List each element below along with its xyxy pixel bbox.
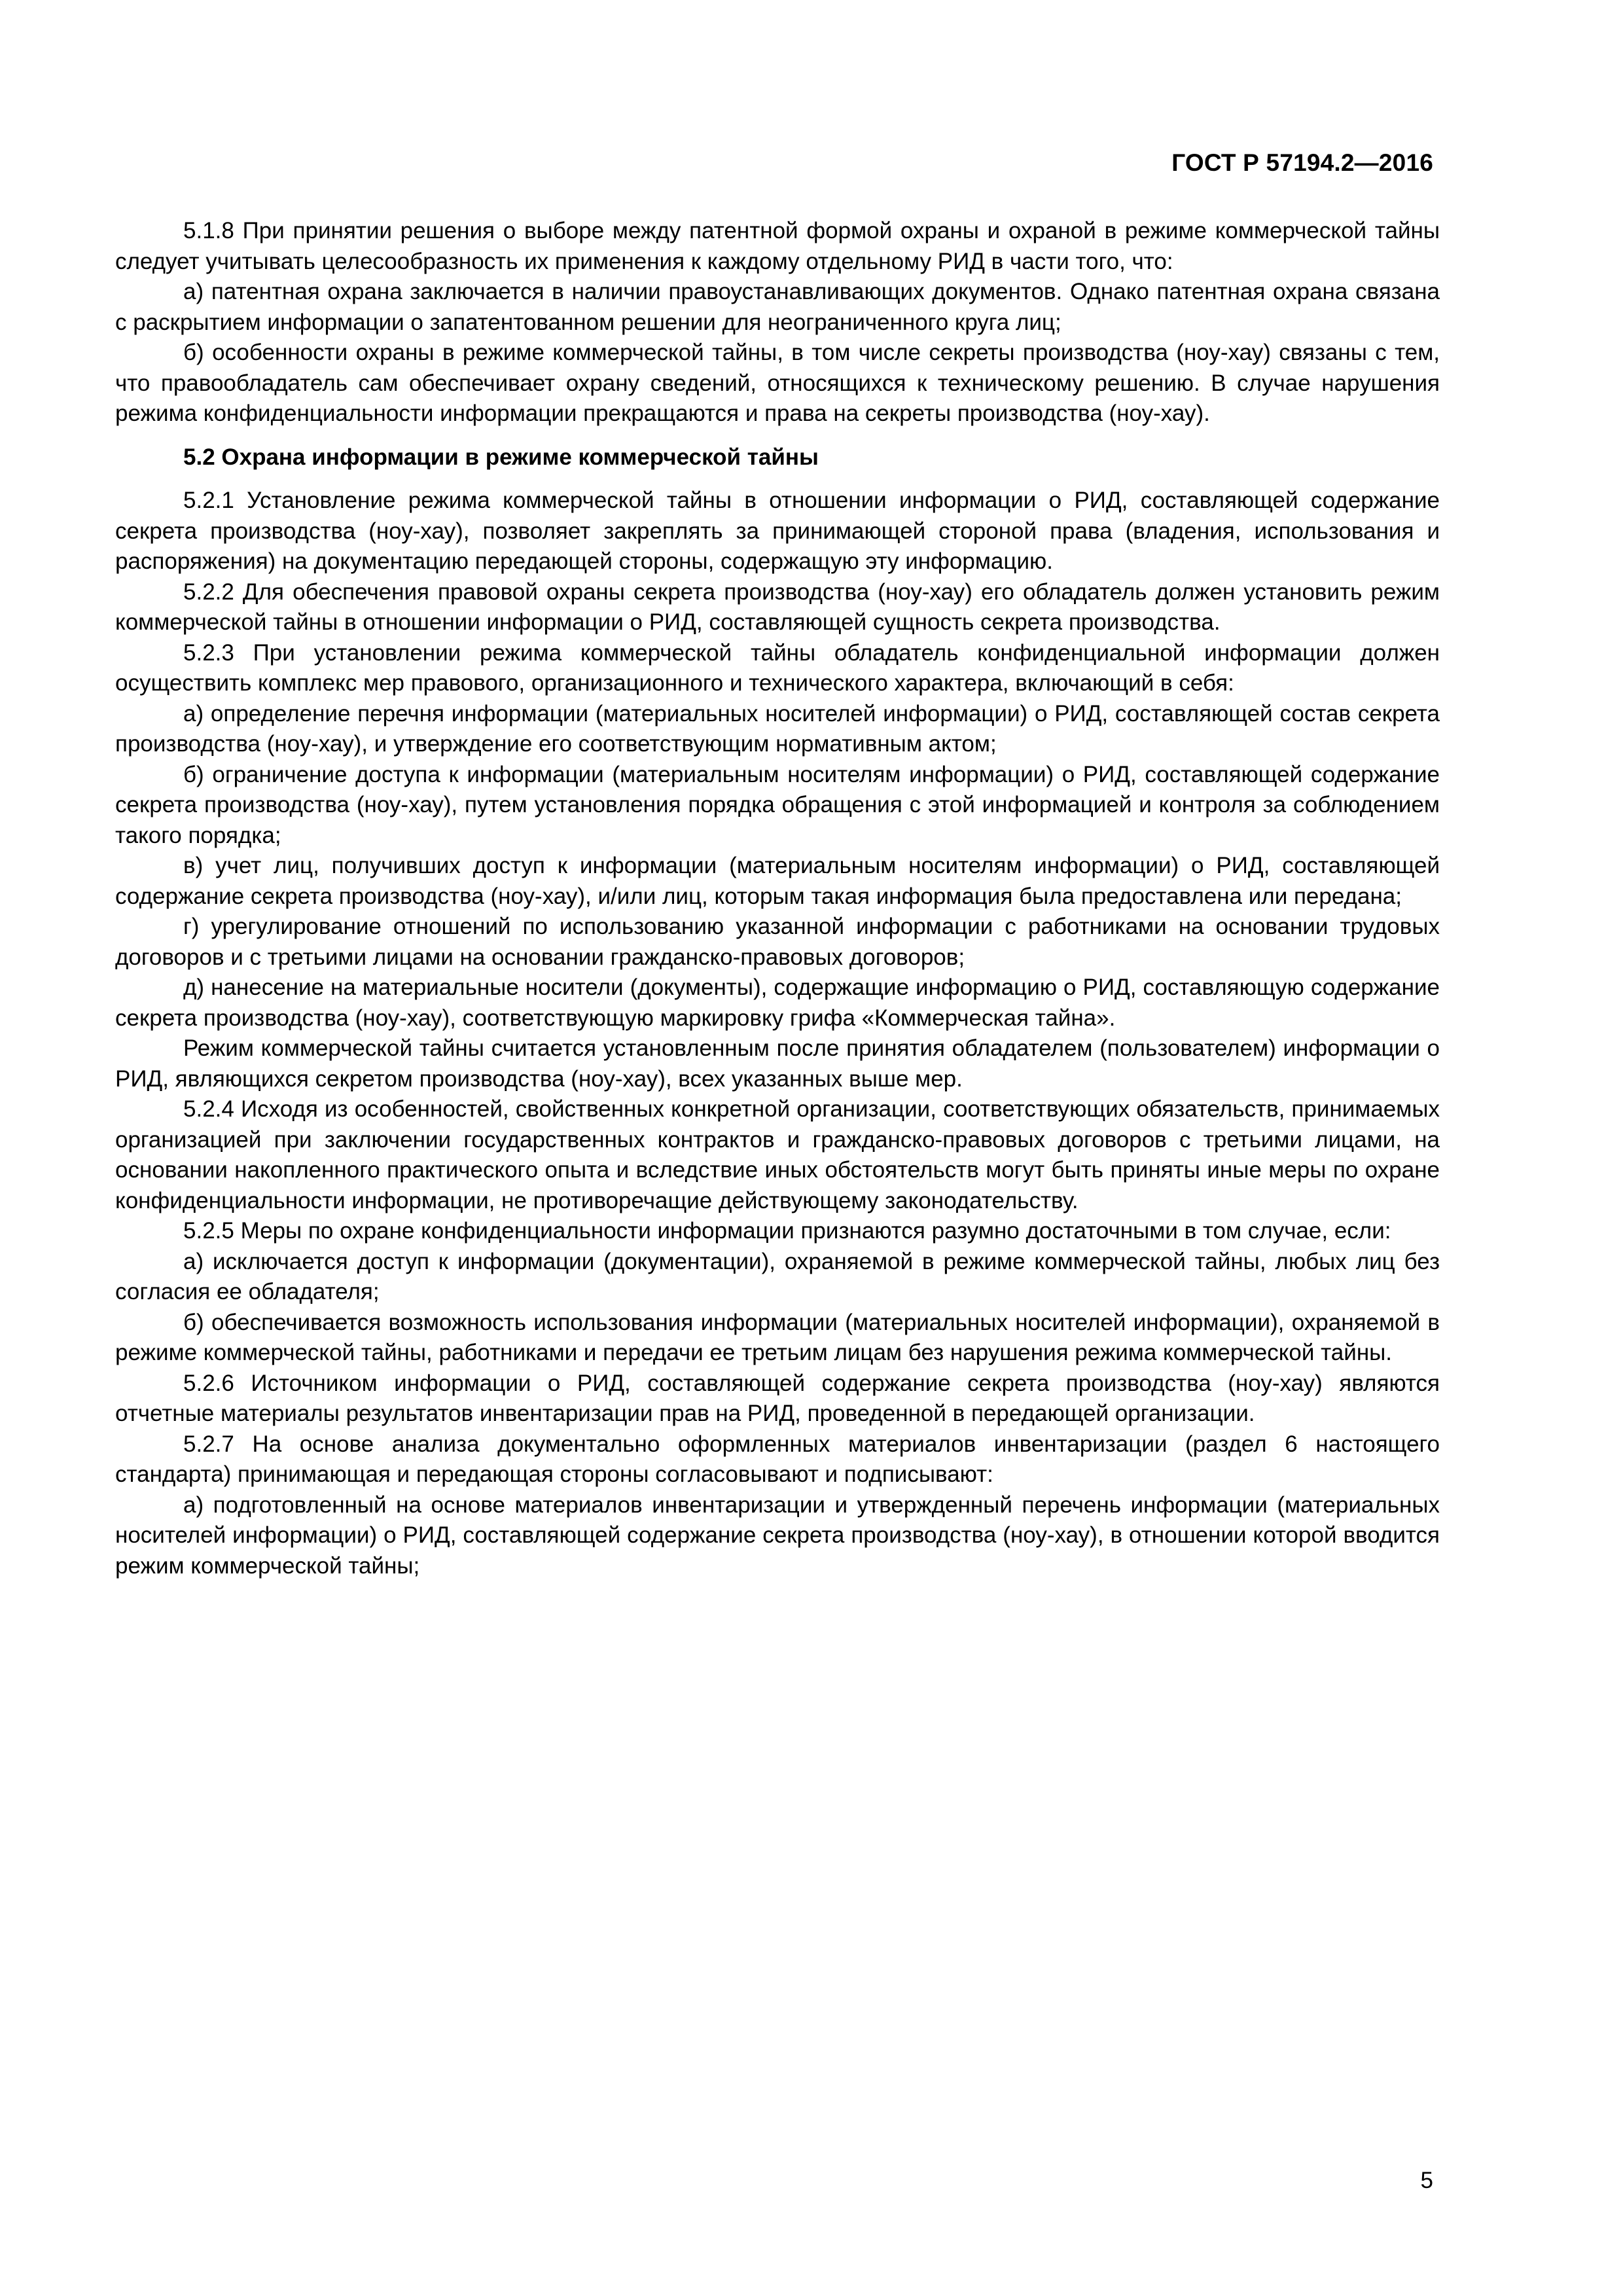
list-item: а) подготовленный на основе материалов инвентаризации и утвержденный перечень информации (материальных носителей информации) о РИД, составляющей содержание секрета производства (ноу-хау), в отношении которой вводится режим коммерческой тайны; (115, 1492, 1440, 1579)
section-heading: 5.2 Охрана информации в режиме коммерческой тайны (183, 444, 819, 470)
paragraph: 5.2.6 Источником информации о РИД, составляющей содержание секрета производства (ноу-хау) являются отчетные материалы результатов инвентаризации прав на РИД, проведенной в передающей организации. (115, 1370, 1440, 1426)
list-item: в) учет лиц, получивших доступ к информации (материальным носителям информации) о РИД, составляющей содержание секрета производства (ноу-хау), и/или лиц, которым такая информация была предоставлена или передана; (115, 853, 1440, 909)
paragraph: 5.2.3 При установлении режима коммерческой тайны обладатель конфиденциальной информации должен осуществить комплекс мер правового, организационного и технического характера, включающий в себя: (115, 639, 1440, 696)
list-item: а) патентная охрана заключается в наличии правоустанавливающих документов. Однако патентная охрана связана с раскрытием информации о запатентованном решении для неограниченного круга лиц; (115, 279, 1440, 335)
document-body (115, 216, 1440, 1581)
list-item: д) нанесение на материальные носители (документы), содержащие информацию о РИД, составляющую содержание секрета производства (ноу-хау), соответствующую маркировку грифа «Коммерческая тайна». (115, 975, 1440, 1031)
paragraph: 5.2.7 На основе анализа документально оформленных материалов инвентаризации (раздел 6 настоящего стандарта) принимающая и передающая стороны согласовывают и подписывают: (115, 1431, 1440, 1487)
list-item: а) определение перечня информации (материальных носителей информации) о РИД, составляющей состав секрета производства (ноу-хау), и утверждение его соответствующим нормативным актом; (115, 700, 1440, 757)
paragraph: 5.2.1 Установление режима коммерческой тайны в отношении информации о РИД, составляющей содержание секрета производства (ноу-хау), позволяет закреплять за принимающей стороной права (владения, использования и распоряжения) на документацию передающей стороны, содержащую эту информацию. (115, 488, 1440, 574)
list-item: б) обеспечивается возможность использования информации (материальных носителей информации), охраняемой в режиме коммерческой тайны, работниками и передачи ее третьим лицам без нарушения режима коммерческой тайны. (115, 1309, 1440, 1365)
list-item: б) ограничение доступа к информации (материальным носителям информации) о РИД, составляющей содержание секрета производства (ноу-хау), путем установления порядка обращения с этой информацией и контроля за соблюдением такого порядка; (115, 761, 1440, 848)
list-item: б) особенности охраны в режиме коммерческой тайны, в том числе секреты производства (ноу-хау) связаны с тем, что правообладатель сам обеспечивает охрану сведений, относящихся к техническому решению. В случае нарушения режима конфиденциальности информации прекращаются и права на секреты производства (ноу-хау). (115, 340, 1440, 426)
paragraph: 5.2.5 Меры по охране конфиденциальности информации признаются разумно достаточными в том случае, если: (183, 1218, 1391, 1244)
paragraph: 5.2.4 Исходя из особенностей, свойственных конкретной организации, соответствующих обязательств, принимаемых организацией при заключении государственных контрактов и гражданско-правовых договоров с третьими лицами, на основании накопленного практического опыта и вследствие иных обстоятельств могут быть приняты иные меры по охране конфиденциальности информации, не противоречащие действующему законодательству. (115, 1096, 1440, 1213)
paragraph: Режим коммерческой тайны считается установленным после принятия обладателем (пользователем) информации о РИД, являющихся секретом производства (ноу-хау), всех указанных выше мер. (115, 1035, 1440, 1092)
list-item: г) урегулирование отношений по использованию указанной информации с работниками на основании трудовых договоров и с третьими лицами на основании гражданско-правовых договоров; (115, 914, 1440, 970)
paragraph: 5.1.8 При принятии решения о выборе между патентной формой охраны и охраной в режиме коммерческой тайны следует учитывать целесообразность их применения к каждому отдельному РИД в части того, что: (115, 218, 1440, 274)
document-header: ГОСТ Р 57194.2—2016 (1171, 149, 1433, 176)
list-item: а) исключается доступ к информации (документации), охраняемой в режиме коммерческой тайны, любых лиц без согласия ее обладателя; (115, 1248, 1440, 1304)
page-number: 5 (1420, 2168, 1433, 2193)
paragraph: 5.2.2 Для обеспечения правовой охраны секрета производства (ноу-хау) его обладатель должен установить режим коммерческой тайны в отношении информации о РИД, составляющей сущность секрета производства. (115, 579, 1440, 635)
